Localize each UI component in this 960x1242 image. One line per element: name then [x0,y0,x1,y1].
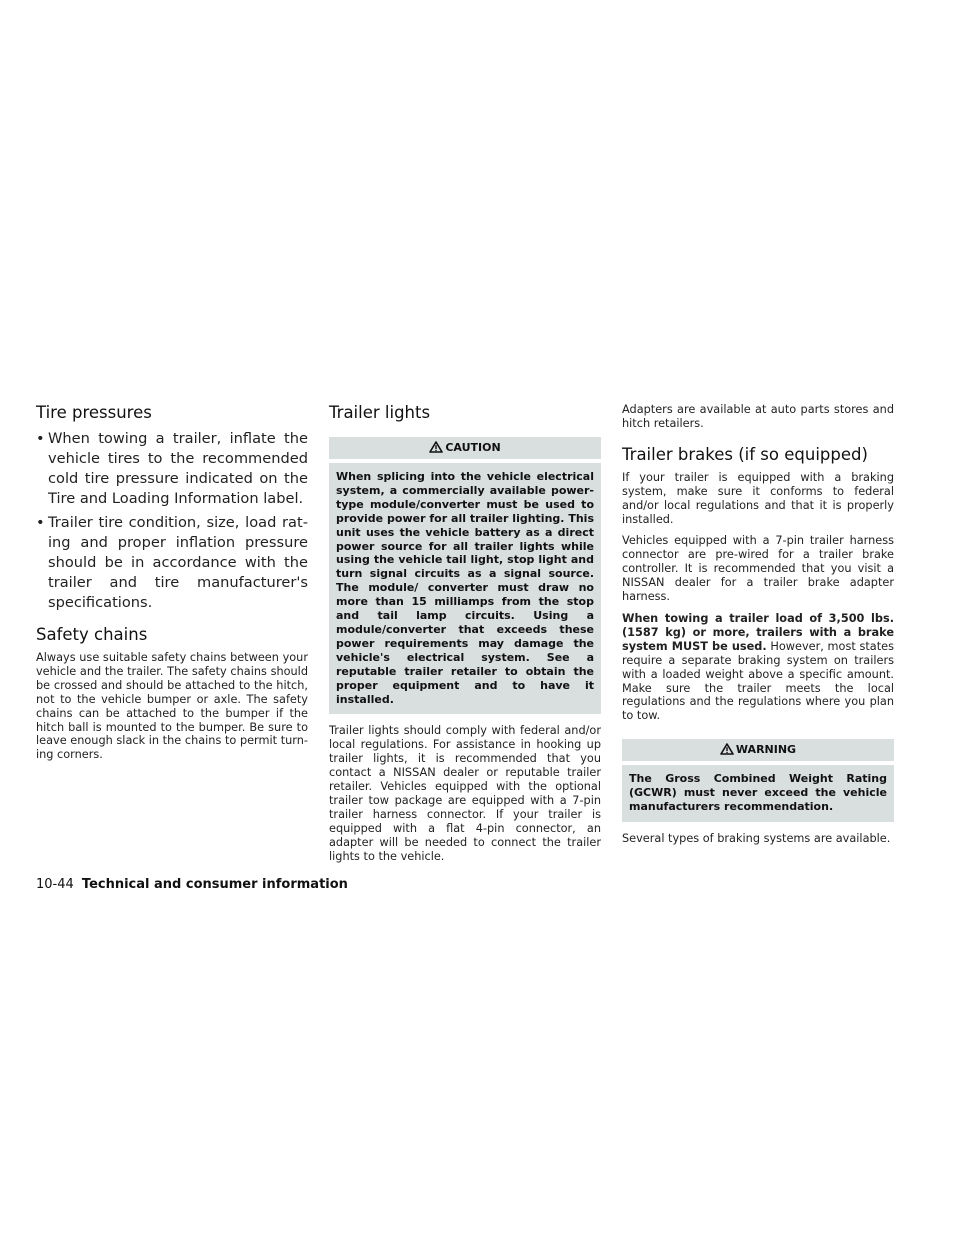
warning-triangle-icon [720,743,734,755]
list-item: • When towing a trailer, inflate the vehicle tires to the recommended cold tire pressure indicated on the Tire and Loading Information label. [36,430,308,507]
chapter-title: Technical and consumer information [81,877,348,892]
safety-chains-text: Always use suitable safety chains between your vehicle and the trailer. The safety chains should be crossed and should be attached to the hitch, not to the vehicle bumper or axle. The safety chains can be attached to the bumper if the hitch ball is mounted to the bumper. Be sure to leave enough slack in the chains to permit turning corners. [36,651,308,762]
braking-types-text: Several types of braking systems are available. [622,831,891,845]
warning-triangle-icon [429,441,443,453]
column-1 [36,403,308,770]
list-item-text: When towing a trailer, inflate the vehicle tires to the recommended cold tire pressure indicated on the Tire and Loading Information label. [48,430,308,507]
caution-box [329,437,601,714]
page-footer [36,877,348,892]
column-3 [622,403,894,854]
safety-chains-heading: Safety chains [36,625,148,644]
trailer-lights-heading: Trailer lights [329,403,431,422]
column-2 [329,403,601,871]
brakes-paragraph-2: Vehicles equipped with a 7-pin trailer harness connector are pre-wired for a trailer brake controller. It is recommended that you visit a NISSAN dealer for a trailer brake adapter harness. [622,534,894,604]
adapters-text: Adapters are available at auto parts stores and hitch retailers. [622,403,894,430]
warning-text: The Gross Combined Weight Rating (GCWR) must never exceed the vehicle manufacturers recommendation. [629,772,887,814]
tire-pressures-heading: Tire pressures [36,403,152,422]
brakes-rest-text: However, most states require a separate braking system on trailers with a loaded weight above a specific amount. Make sure the trailer meets the local regulations and the regulations where you plan to tow. [622,639,894,723]
brakes-paragraph-3 [622,612,894,723]
caution-text: When splicing into the vehicle electrical system, a commercially available power-type module/converter must be used to provide power for all trailer lighting. This unit uses the vehicle battery as a direct power source for all trailer lights while using the vehicle tail light, stop light and turn signal circuits as a signal source. The module/ converter must draw no more than 15 milliamps from the stop and tail lamp circuits. Using a module/converter that exceeds these power requirements may damage the vehicle's electrical system. See a reputable trailer retailer to obtain the proper equipment and to have it installed. [336,470,594,706]
tire-pressure-list [36,429,308,613]
trailer-lights-text: Trailer lights should comply with federal and/or local regulations. For assistance in hooking up trailer lights, it is recommended that you contact a NISSAN dealer or reputable trailer retailer. Vehicles equipped with the optional trailer tow package are equipped with a 7-pin trailer harness connector. If your trailer is equipped with a flat 4-pin connector, an adapter will be needed to connect the trailer lights to the vehicle. [329,724,601,863]
list-item: • Trailer tire condition, size, load rating and proper inflation pressure should be in accordance with the trailer and tire manufacturer's specifications. [36,514,308,611]
caution-label: CAUTION [445,441,501,454]
trailer-brakes-heading: Trailer brakes (if so equipped) [622,444,868,464]
warning-label: WARNING [735,743,797,757]
brakes-bold-text: When towing a trailer load of 3,500 lbs. (1587 kg) or more, trailers with a brake system MUST be used. [622,611,894,653]
list-item-text: Trailer tire condition, size, load rating and proper inflation pressure should be in accordance with the trailer and tire manufacturer's specifications. [48,514,308,611]
warning-box [622,739,894,822]
page-number: 10-44 [36,877,74,892]
brakes-paragraph-1: If your trailer is equipped with a braking system, make sure it conforms to federal and/or local regulations and that it is properly installed. [622,470,894,526]
